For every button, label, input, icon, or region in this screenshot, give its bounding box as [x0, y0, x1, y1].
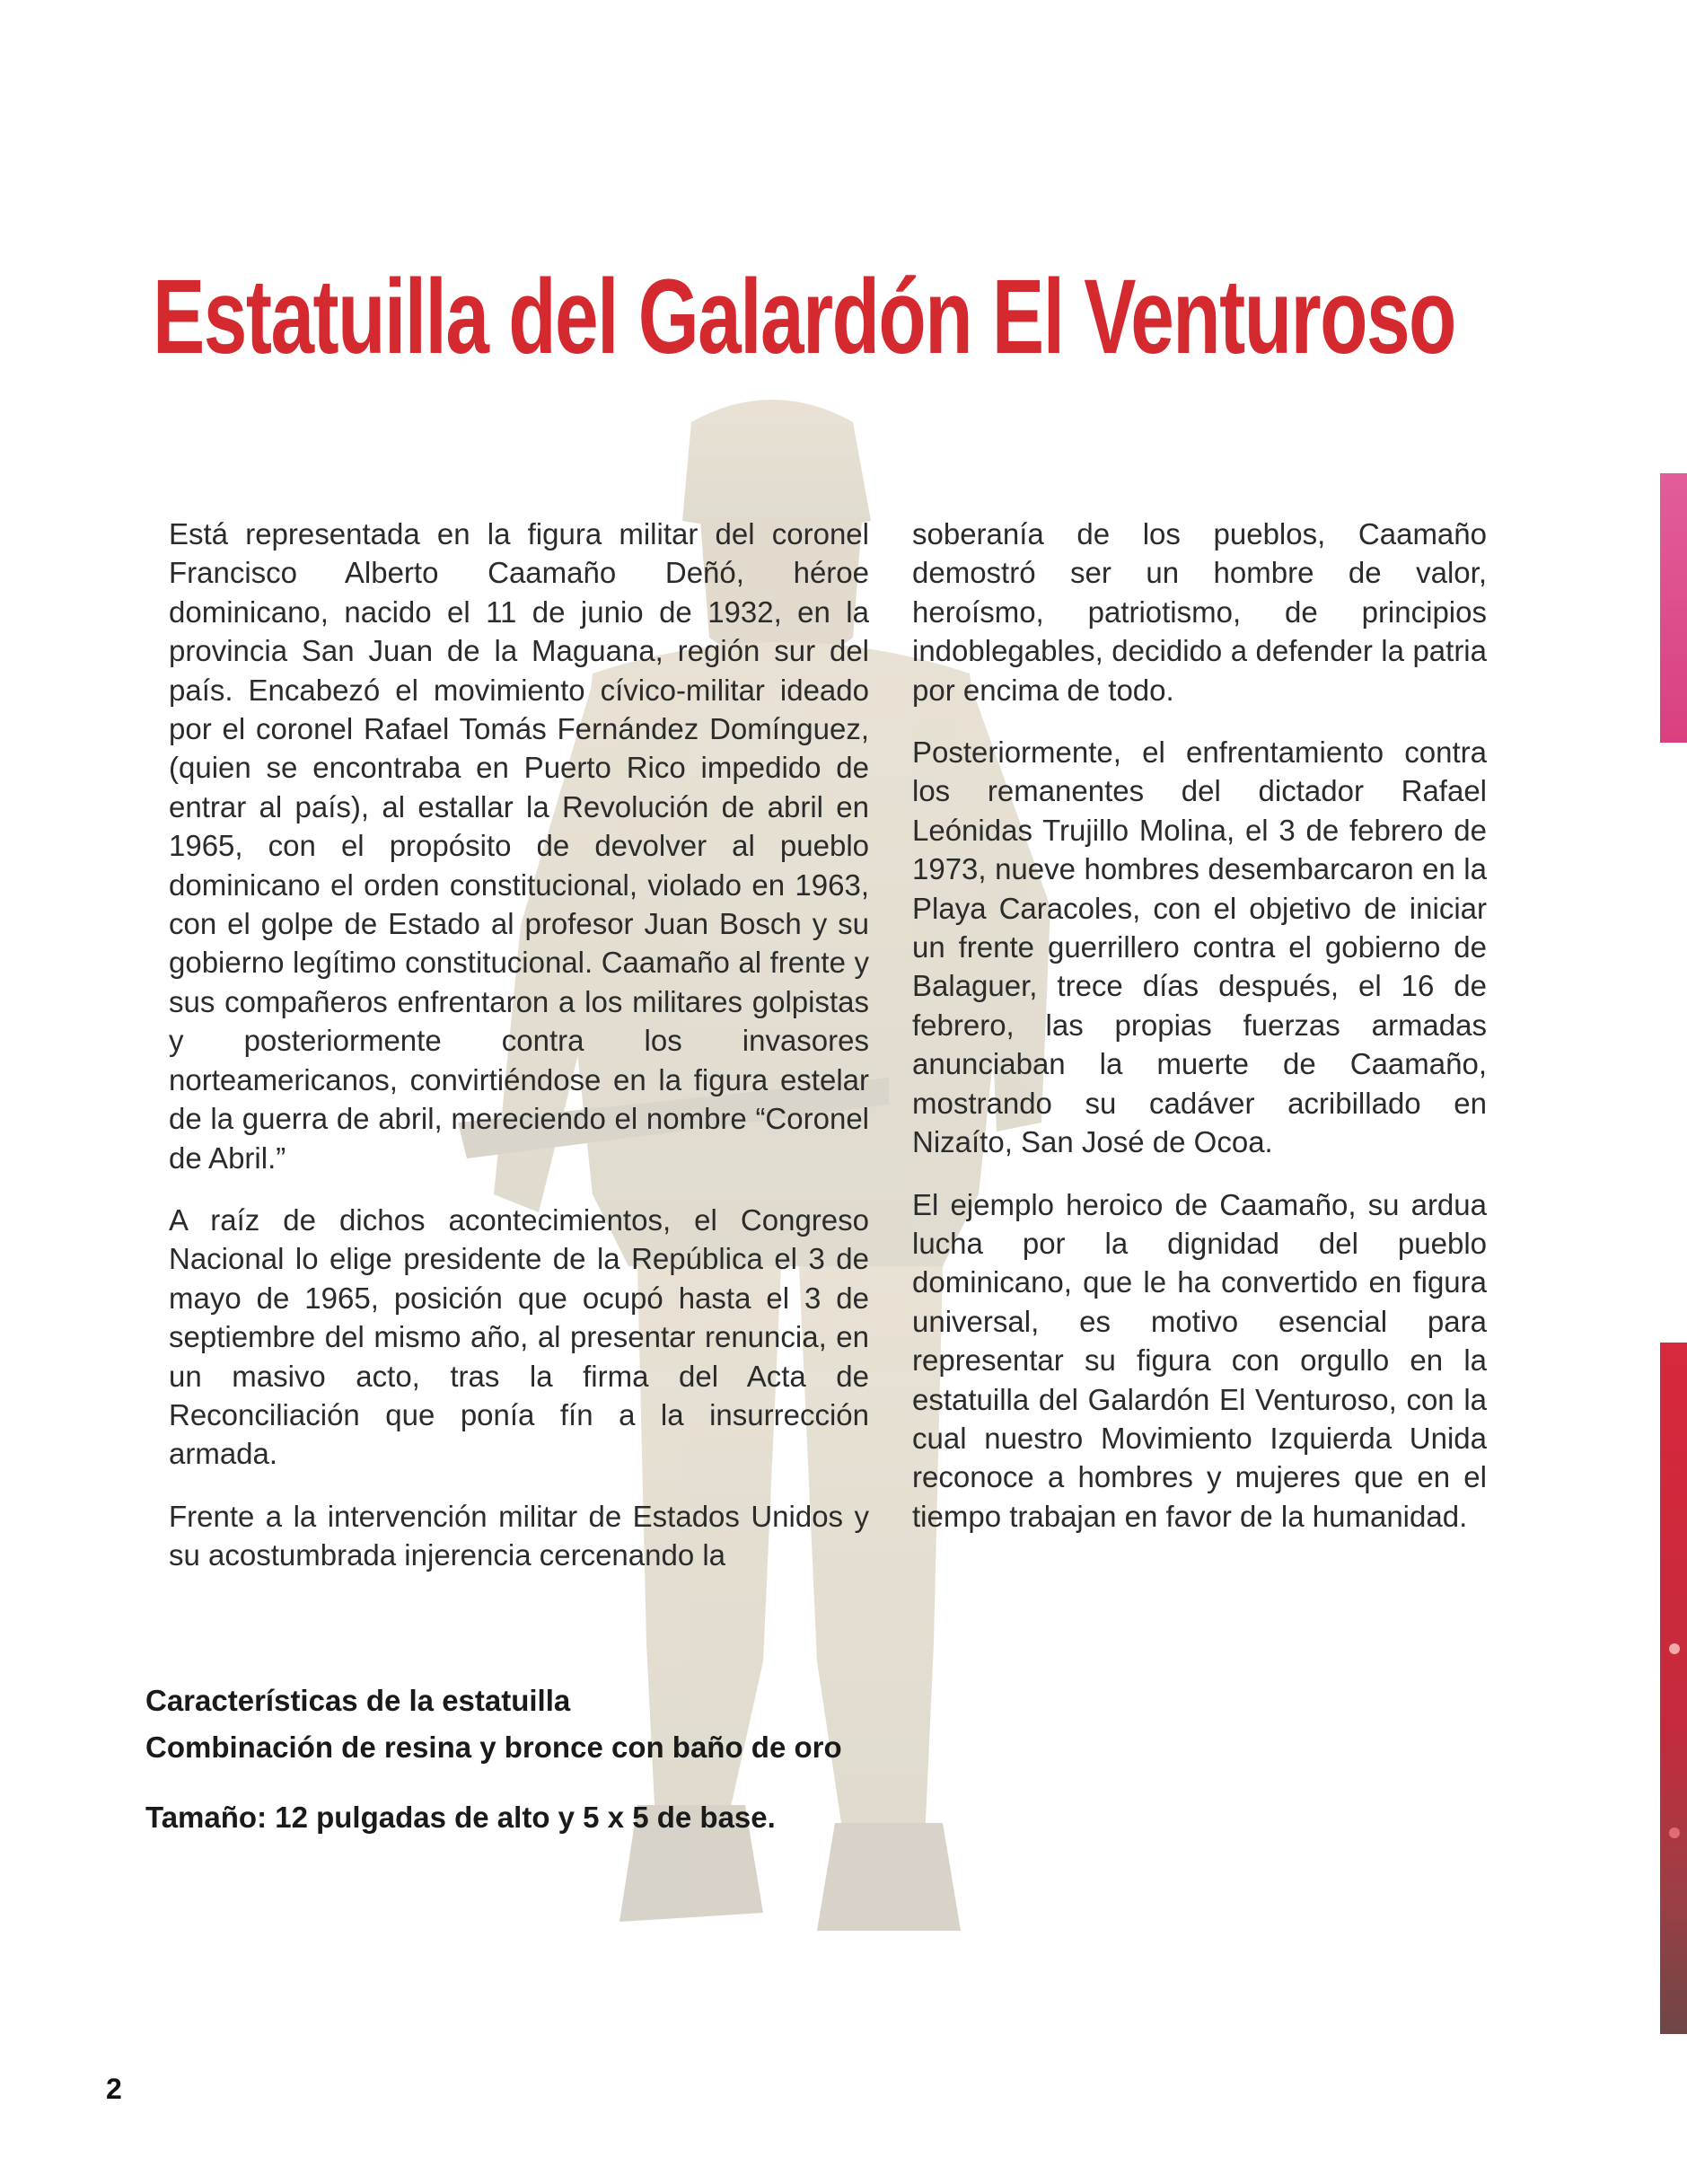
specs-size: Tamaño: 12 pulgadas de alto y 5 x 5 de base.: [145, 1801, 776, 1834]
paragraph: soberanía de los pueblos, Caamaño demostró ser un hombre de valor, heroísmo, patriotismo, de principios indoblegables, decidido a defender la patria por encima de todo.: [912, 517, 1487, 707]
specs-material: Combinación de resina y bronce con baño de oro: [145, 1730, 842, 1764]
right-text-column: [912, 515, 1487, 1559]
paragraph: Posteriormente, el enfrentamiento contra los remanentes del dictador Rafael Leónidas Trujillo Molina, el 3 de febrero de 1973, nueve hombres desembarcaron en la Playa Caracoles, con el objetivo de iniciar un frente guerrillero contra el gobierno de Balaguer, trece días después, el 16 de febrero, las propias fuerzas armadas anunciaban la muerte de Caamaño, mostrando su cadáver acribillado en Nizaíto, San José de Ocoa.: [912, 735, 1487, 1159]
edge-accent-bar-pink: [1660, 473, 1687, 743]
paragraph: Frente a la intervención militar de Estados Unidos y su acostumbrada injerencia cercenando la: [169, 1499, 869, 1572]
paragraph: Está representada en la figura militar del coronel Francisco Alberto Caamaño Deñó, héroe dominicano, nacido el 11 de junio de 1932, en la provincia San Juan de la Maguana, región sur del país. Encabezó el movimiento cívico-militar ideado por el coronel Rafael Tomás Fernández Domínguez, (quien se encontraba en Puerto Rico impedido de entrar al país), al estallar la Revolución de abril en 1965, con el propósito de devolver al pueblo dominicano el orden constitucional, violado en 1963, con el golpe de Estado al profesor Juan Bosch y su gobierno legítimo constitucional. Caamaño al frente y sus compañeros enfrentaron a los militares golpistas y posteriormente contra los invasores norteamericanos, convirtiéndose en la figura estelar de la guerra de abril, mereciendo el nombre “Coronel de Abril.”: [169, 517, 869, 1175]
left-text-column: [169, 515, 869, 1598]
edge-emblem-icon: [1669, 1643, 1680, 1654]
edge-accent-bar-red: [1660, 1343, 1687, 2034]
page-number: 2: [106, 2073, 122, 2105]
edge-decor-dot: [1669, 1827, 1680, 1838]
page-title: Estatuilla del Galardón El Venturoso: [153, 258, 1455, 376]
specs-heading: Características de la estatuilla: [145, 1684, 571, 1717]
paragraph: El ejemplo heroico de Caamaño, su ardua lucha por la dignidad del pueblo dominicano, que le ha convertido en figura universal, es motivo esencial para representar su figura con orgullo en la estatuilla del Galardón El Venturoso, con la cual nuestro Movimiento Izquierda Unida reconoce a hombres y mujeres que en el tiempo trabajan en favor de la humanidad.: [912, 1187, 1487, 1533]
statuette-specs: [145, 1678, 953, 1841]
paragraph: A raíz de dichos acontecimientos, el Congreso Nacional lo elige presidente de la República el 3 de mayo de 1965, posición que ocupó hasta el 3 de septiembre del mismo año, al presentar renuncia, en un masivo acto, tras la firma del Acta de Reconciliación que ponía fín a la insurrección armada.: [169, 1202, 869, 1471]
